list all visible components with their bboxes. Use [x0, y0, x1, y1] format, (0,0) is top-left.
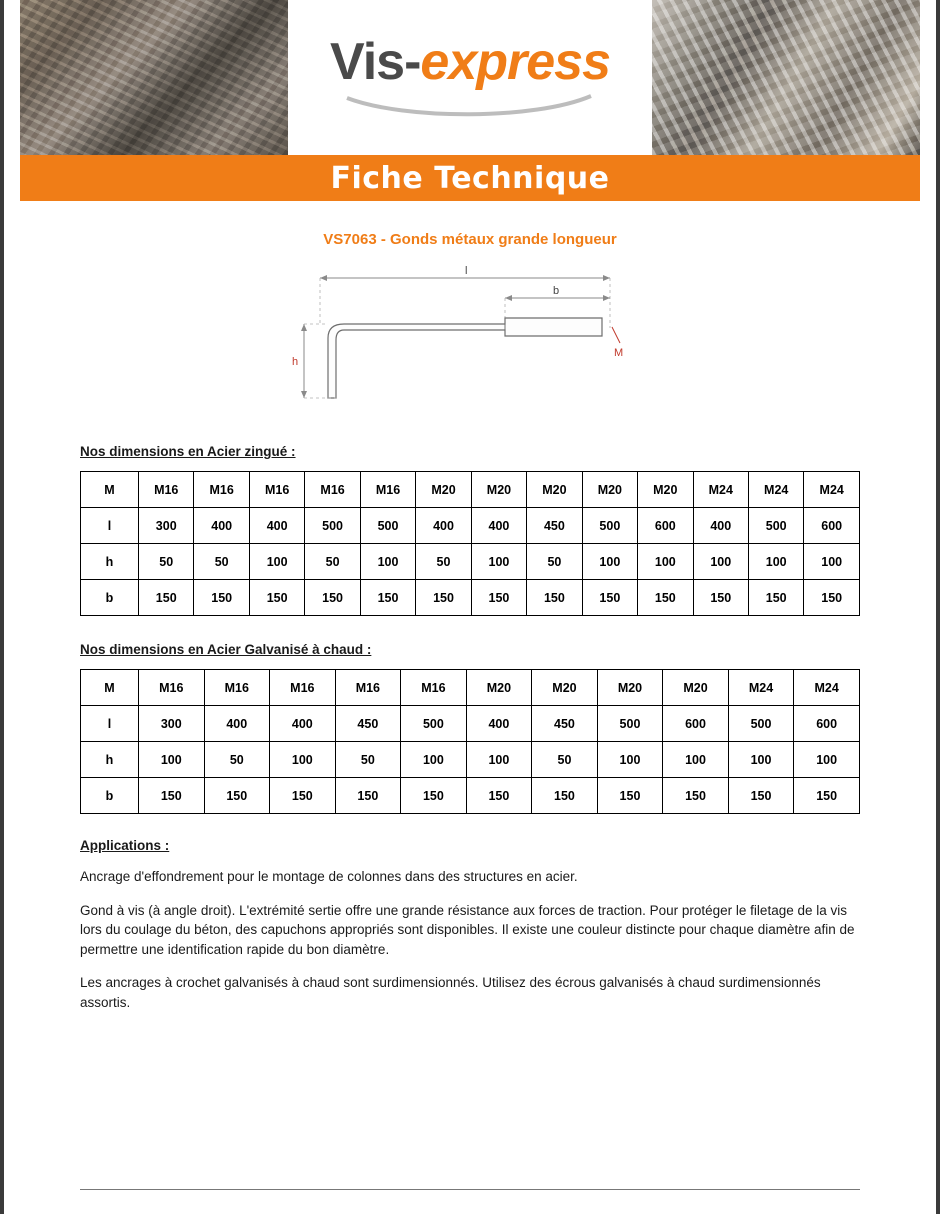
cell: 400 [204, 706, 270, 742]
logo-text-dash: - [404, 32, 421, 91]
cell: 150 [249, 580, 304, 616]
cell: 150 [663, 778, 729, 814]
row-label-b: b [81, 778, 139, 814]
table-row [81, 706, 860, 742]
cell: 500 [582, 508, 637, 544]
cell: 150 [638, 580, 693, 616]
cell: M16 [139, 670, 205, 706]
header-photo-right [652, 0, 920, 155]
cell: 150 [582, 580, 637, 616]
logo-swoosh-icon [345, 94, 595, 120]
cell: M24 [693, 472, 748, 508]
cell: 150 [597, 778, 663, 814]
fiche-technique-banner [20, 155, 920, 201]
cell: 100 [139, 742, 205, 778]
cell: 100 [728, 742, 794, 778]
table-row [81, 670, 860, 706]
cell: 100 [804, 544, 860, 580]
cell: 400 [466, 706, 532, 742]
cell: 150 [748, 580, 803, 616]
table-row [81, 742, 860, 778]
logo-text [329, 32, 611, 91]
table-row [81, 472, 860, 508]
cell: 100 [597, 742, 663, 778]
cell: 150 [527, 580, 582, 616]
cell: 400 [194, 508, 249, 544]
row-label-h: h [81, 544, 139, 580]
cell: 450 [335, 706, 401, 742]
logo-text-express: express [420, 32, 611, 91]
cell: 150 [804, 580, 860, 616]
cell: 150 [204, 778, 270, 814]
cell: 100 [471, 544, 526, 580]
cell: 150 [471, 580, 526, 616]
cell: M20 [466, 670, 532, 706]
cell: 50 [204, 742, 270, 778]
cell: 400 [249, 508, 304, 544]
cell: 600 [638, 508, 693, 544]
brand-logo [288, 0, 652, 155]
cell: M16 [194, 472, 249, 508]
document-body [4, 444, 936, 1012]
table-row [81, 580, 860, 616]
cell: M20 [532, 670, 598, 706]
cell: 600 [794, 706, 860, 742]
cell: 100 [748, 544, 803, 580]
cell: 150 [693, 580, 748, 616]
cell: M16 [139, 472, 194, 508]
row-label-l: l [81, 508, 139, 544]
cell: 150 [416, 580, 471, 616]
cell: 400 [693, 508, 748, 544]
cell: 100 [794, 742, 860, 778]
table-row [81, 778, 860, 814]
cell: 300 [139, 706, 205, 742]
label-l: l [465, 265, 468, 277]
header-photo-left [20, 0, 288, 155]
cell: 100 [663, 742, 729, 778]
cell: 50 [305, 544, 360, 580]
cell: 150 [335, 778, 401, 814]
cell: 150 [194, 580, 249, 616]
cell: M16 [401, 670, 467, 706]
applications-paragraph-1: Ancrage d'effondrement pour le montage de colonnes dans des structures en acier. [80, 869, 578, 884]
cell: M16 [360, 472, 415, 508]
cell: 500 [748, 508, 803, 544]
cell: M16 [335, 670, 401, 706]
label-M: M [614, 347, 624, 359]
cell: M24 [794, 670, 860, 706]
cell: M24 [748, 472, 803, 508]
cell: 100 [693, 544, 748, 580]
cell: 450 [532, 706, 598, 742]
gond-dimension-diagram [290, 258, 650, 418]
cell: 100 [582, 544, 637, 580]
cell: 150 [794, 778, 860, 814]
section-label-galvanise: Nos dimensions en Acier Galvanisé à chaud : [80, 642, 372, 657]
cell: 100 [360, 544, 415, 580]
cell: 50 [335, 742, 401, 778]
cell: 100 [270, 742, 336, 778]
cell: 100 [638, 544, 693, 580]
cell: 150 [139, 580, 194, 616]
cell: 500 [360, 508, 415, 544]
cell: 600 [663, 706, 729, 742]
cell: 150 [305, 580, 360, 616]
cell: 50 [416, 544, 471, 580]
section-label-applications: Applications : [80, 838, 170, 853]
cell: 150 [270, 778, 336, 814]
cell: 100 [401, 742, 467, 778]
cell: 400 [471, 508, 526, 544]
cell: 50 [527, 544, 582, 580]
cell: 500 [305, 508, 360, 544]
cell: M16 [249, 472, 304, 508]
cell: 100 [249, 544, 304, 580]
section-label-zingue: Nos dimensions en Acier zingué : [80, 444, 296, 459]
cell: 150 [360, 580, 415, 616]
product-title: VS7063 - Gonds métaux grande longueur [323, 231, 617, 248]
cell: 150 [728, 778, 794, 814]
table-dimensions-zingue [80, 471, 860, 616]
cell: 150 [401, 778, 467, 814]
cell: M16 [270, 670, 336, 706]
cell: M20 [527, 472, 582, 508]
table-row [81, 544, 860, 580]
cell: 50 [139, 544, 194, 580]
label-b: b [553, 285, 560, 297]
cell: M24 [728, 670, 794, 706]
cell: M16 [204, 670, 270, 706]
cell: M20 [638, 472, 693, 508]
cell: 400 [270, 706, 336, 742]
cell: 500 [728, 706, 794, 742]
cell: 150 [466, 778, 532, 814]
cell: 600 [804, 508, 860, 544]
cell: 450 [527, 508, 582, 544]
cell: M20 [597, 670, 663, 706]
banner-title: Fiche Technique [330, 160, 610, 196]
row-label-h: h [81, 742, 139, 778]
cell: 150 [532, 778, 598, 814]
cell: 500 [401, 706, 467, 742]
cell: M24 [804, 472, 860, 508]
cell: M20 [416, 472, 471, 508]
page-header [4, 0, 936, 155]
row-label-l: l [81, 706, 139, 742]
footer-divider [80, 1189, 860, 1190]
row-label-m: M [81, 670, 139, 706]
cell: M20 [471, 472, 526, 508]
cell: 50 [532, 742, 598, 778]
cell: 300 [139, 508, 194, 544]
cell: 50 [194, 544, 249, 580]
row-label-b: b [81, 580, 139, 616]
cell: 150 [139, 778, 205, 814]
technical-drawing [4, 258, 936, 418]
cell: M20 [663, 670, 729, 706]
table-dimensions-galvanise [80, 669, 860, 814]
applications-paragraph-3: Les ancrages à crochet galvanisés à chaud sont surdimensionnés. Utilisez des écrous galvanisés à chaud surdimensionnés assortis. [80, 975, 821, 1010]
cell: 400 [416, 508, 471, 544]
cell: M20 [582, 472, 637, 508]
cell: M16 [305, 472, 360, 508]
cell: 100 [466, 742, 532, 778]
logo-text-vis: Vis [329, 32, 405, 91]
label-h: h [292, 356, 299, 368]
applications-paragraph-2: Gond à vis (à angle droit). L'extrémité sertie offre une grande résistance aux forces de traction. Pour protéger le filetage de la vis lors du coulage du béton, des capuchons appropriés sont disponibles. Il existe une couleur distincte pour chaque diamètre afin de permettre une identification rapide du bon diamètre. [80, 902, 855, 957]
row-label-m: M [81, 472, 139, 508]
table-row [81, 508, 860, 544]
cell: 500 [597, 706, 663, 742]
